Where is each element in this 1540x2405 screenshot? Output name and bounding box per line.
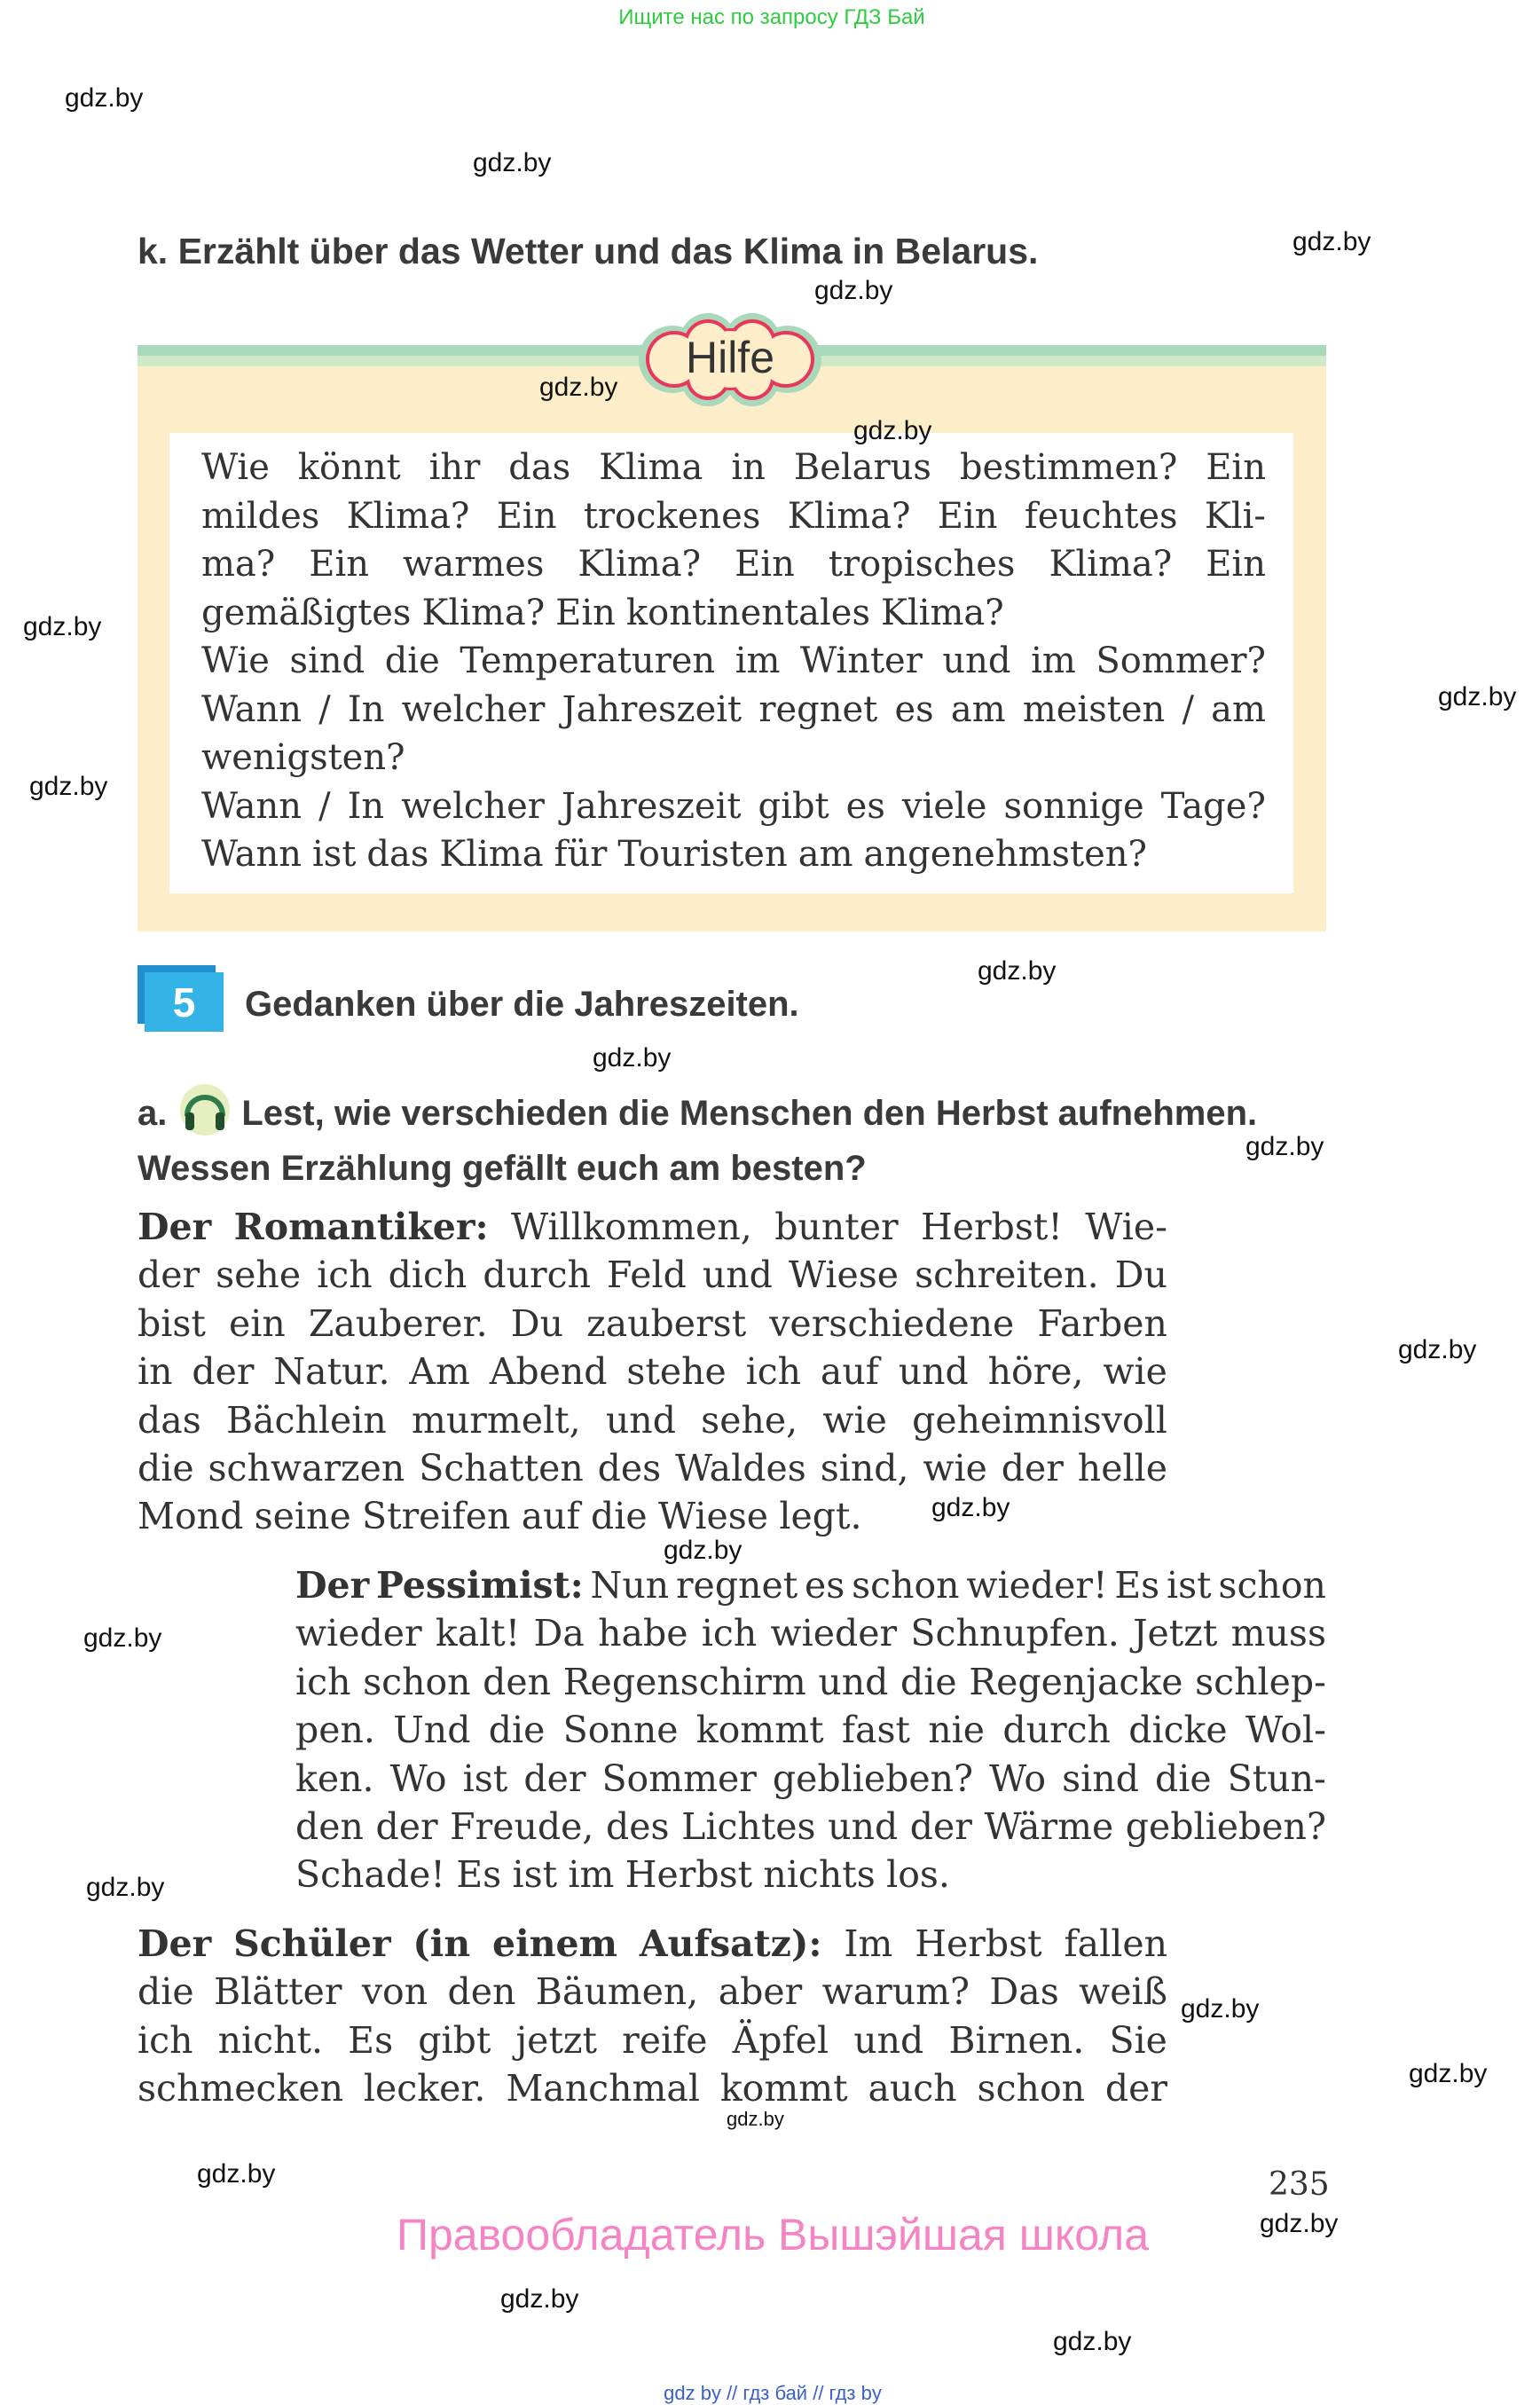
watermark: gdz.by [1245, 1132, 1324, 1161]
speaker-name: einem [492, 1922, 617, 1965]
hilfe-cloud-label [637, 310, 823, 408]
hilfe-label: Hilfe [685, 333, 775, 382]
section-number-badge [138, 965, 224, 1032]
text-line: Mond seine Streifen auf die Wiese legt. [138, 1495, 862, 1538]
text-line: pen. Und die Sonne kommt fast nie durch dicke Wol- [295, 1709, 1326, 1752]
text-line: schmecken lecker. Manchmal kommt auch schon der [138, 2067, 1167, 2110]
text-line: Wie könnt ihr das Klima in Belarus bestimmen? Ein [201, 447, 1266, 488]
schueler-text [138, 1920, 1167, 2113]
search-hint: Ищите нас по запросу ГДЗ Бай [618, 5, 925, 29]
page-number: 235 [1269, 2166, 1330, 2203]
watermark: gdz.by [1053, 2327, 1132, 2356]
text-line: die schwarzen Schatten des Waldes sind, wie der helle [138, 1447, 1167, 1490]
watermark: gdz.by [978, 956, 1057, 986]
watermark: gdz.by [539, 373, 618, 402]
watermark: gdz.by [1181, 1994, 1260, 2024]
task-a-line2: Wessen Erzählung gefällt euch am besten? [138, 1149, 867, 1188]
text-line: Der Pessimist: Nun regnet es schon wieder! Es ist schon [295, 1561, 1326, 1609]
section-title: Gedanken über die Jahreszeiten. [245, 985, 799, 1024]
text-line: der sehe ich dich durch Feld und Wiese schreiten. Du [138, 1254, 1167, 1297]
text-line: Wie sind die Temperaturen im Winter und im Sommer? [201, 641, 1266, 681]
text-line: in der Natur. Am Abend stehe ich auf und höre, wie [138, 1350, 1167, 1394]
text-line: die Blätter von den Bäumen, aber warum? Das weiß [138, 1970, 1167, 2014]
watermark: gdz.by [664, 1536, 742, 1565]
watermark: gdz.by [814, 276, 893, 305]
speaker-name: Schüler [233, 1922, 391, 1965]
task-a-line1: Lest, wie verschieden die Menschen den Herbst aufnehmen. [241, 1094, 1258, 1133]
watermark: gdz.by [1438, 682, 1517, 711]
watermark: gdz.by [593, 1043, 672, 1073]
text-line: wenigsten? [201, 737, 405, 778]
text-line: ken. Wo ist der Sommer geblieben? Wo sind die Stun- [295, 1757, 1326, 1800]
watermark: gdz.by [727, 2108, 784, 2130]
text-line: das Bächlein murmelt, und sehe, wie geheimnisvoll [138, 1398, 1167, 1442]
watermark: gdz.by [1260, 2209, 1339, 2238]
text-line: Der Romantiker: Willkommen, bunter Herbst! Wie- [138, 1203, 1167, 1251]
text-line: wieder kalt! Da habe ich wieder Schnupfen. Jetzt muss [295, 1612, 1326, 1655]
headphones-icon[interactable] [179, 1081, 231, 1146]
speaker-name: Romantiker: [233, 1206, 489, 1248]
speaker-name: Der [138, 1206, 212, 1248]
watermark: gdz.by [23, 612, 102, 641]
watermark: gdz.by [473, 148, 552, 177]
text-line: Schade! Es ist im Herbst nichts los. [295, 1853, 950, 1897]
text-line: gemäßigtes Klima? Ein kontinentales Klima? [201, 592, 1004, 633]
watermark: gdz.by [853, 416, 932, 445]
speaker-name: (in [412, 1922, 471, 1965]
watermark: gdz.by [931, 1493, 1010, 1522]
text-line: bist ein Zauberer. Du zauberst verschiedene Farben [138, 1301, 1167, 1345]
section-number: 5 [145, 972, 224, 1032]
watermark: gdz.by [1398, 1335, 1477, 1364]
task-k-heading: k. Erzählt über das Wetter und das Klima in Belarus. [138, 231, 1039, 271]
text-line: den der Freude, des Lichtes und der Wärme geblieben? [295, 1805, 1326, 1849]
watermark: gdz.by [197, 2159, 276, 2189]
text-line: ich schon den Regenschirm und die Regenjacke schlep- [295, 1660, 1326, 1703]
watermark: gdz.by [29, 772, 108, 801]
text-line: Wann / In welcher Jahreszeit regnet es am meisten / am [201, 688, 1266, 730]
speaker-name: Pessimist: [376, 1564, 584, 1607]
pessimist-text [295, 1561, 1326, 1899]
watermark: gdz.by [65, 83, 144, 113]
task-a-letter: a. [138, 1094, 168, 1133]
watermark: gdz.by [1409, 2059, 1488, 2088]
romantiker-text [138, 1203, 1167, 1541]
text-line: ich nicht. Es gibt jetzt reife Äpfel und Birnen. Sie [138, 2018, 1167, 2062]
speaker-name: Der [138, 1922, 212, 1965]
speaker-name: Aufsatz): [639, 1922, 822, 1965]
watermark: gdz.by [86, 1873, 165, 1902]
text-line: Wann / In welcher Jahreszeit gibt es viele sonnige Tage? [201, 785, 1266, 827]
text-line: Wann ist das Klima für Touristen am angenehmsten? [201, 834, 1147, 875]
watermark: gdz.by [1292, 227, 1371, 256]
rights-holder: Правообладатель Вышэйшая школа [397, 2210, 1149, 2260]
text-line: ma? Ein warmes Klima? Ein tropisches Klima? Ein [201, 544, 1266, 585]
text-line: Der Schüler (in einem Aufsatz): Im Herbst fallen [138, 1920, 1167, 1968]
speaker-name: Der [295, 1564, 370, 1607]
task-a [138, 1081, 1326, 1191]
watermark: gdz.by [83, 1623, 162, 1653]
footer-links[interactable]: gdz by // гдз бай // гдз by [664, 2382, 882, 2404]
text-line: mildes Klima? Ein trockenes Klima? Ein feuchtes Kli- [201, 495, 1266, 537]
hilfe-questions [201, 444, 1266, 879]
watermark: gdz.by [500, 2284, 579, 2314]
